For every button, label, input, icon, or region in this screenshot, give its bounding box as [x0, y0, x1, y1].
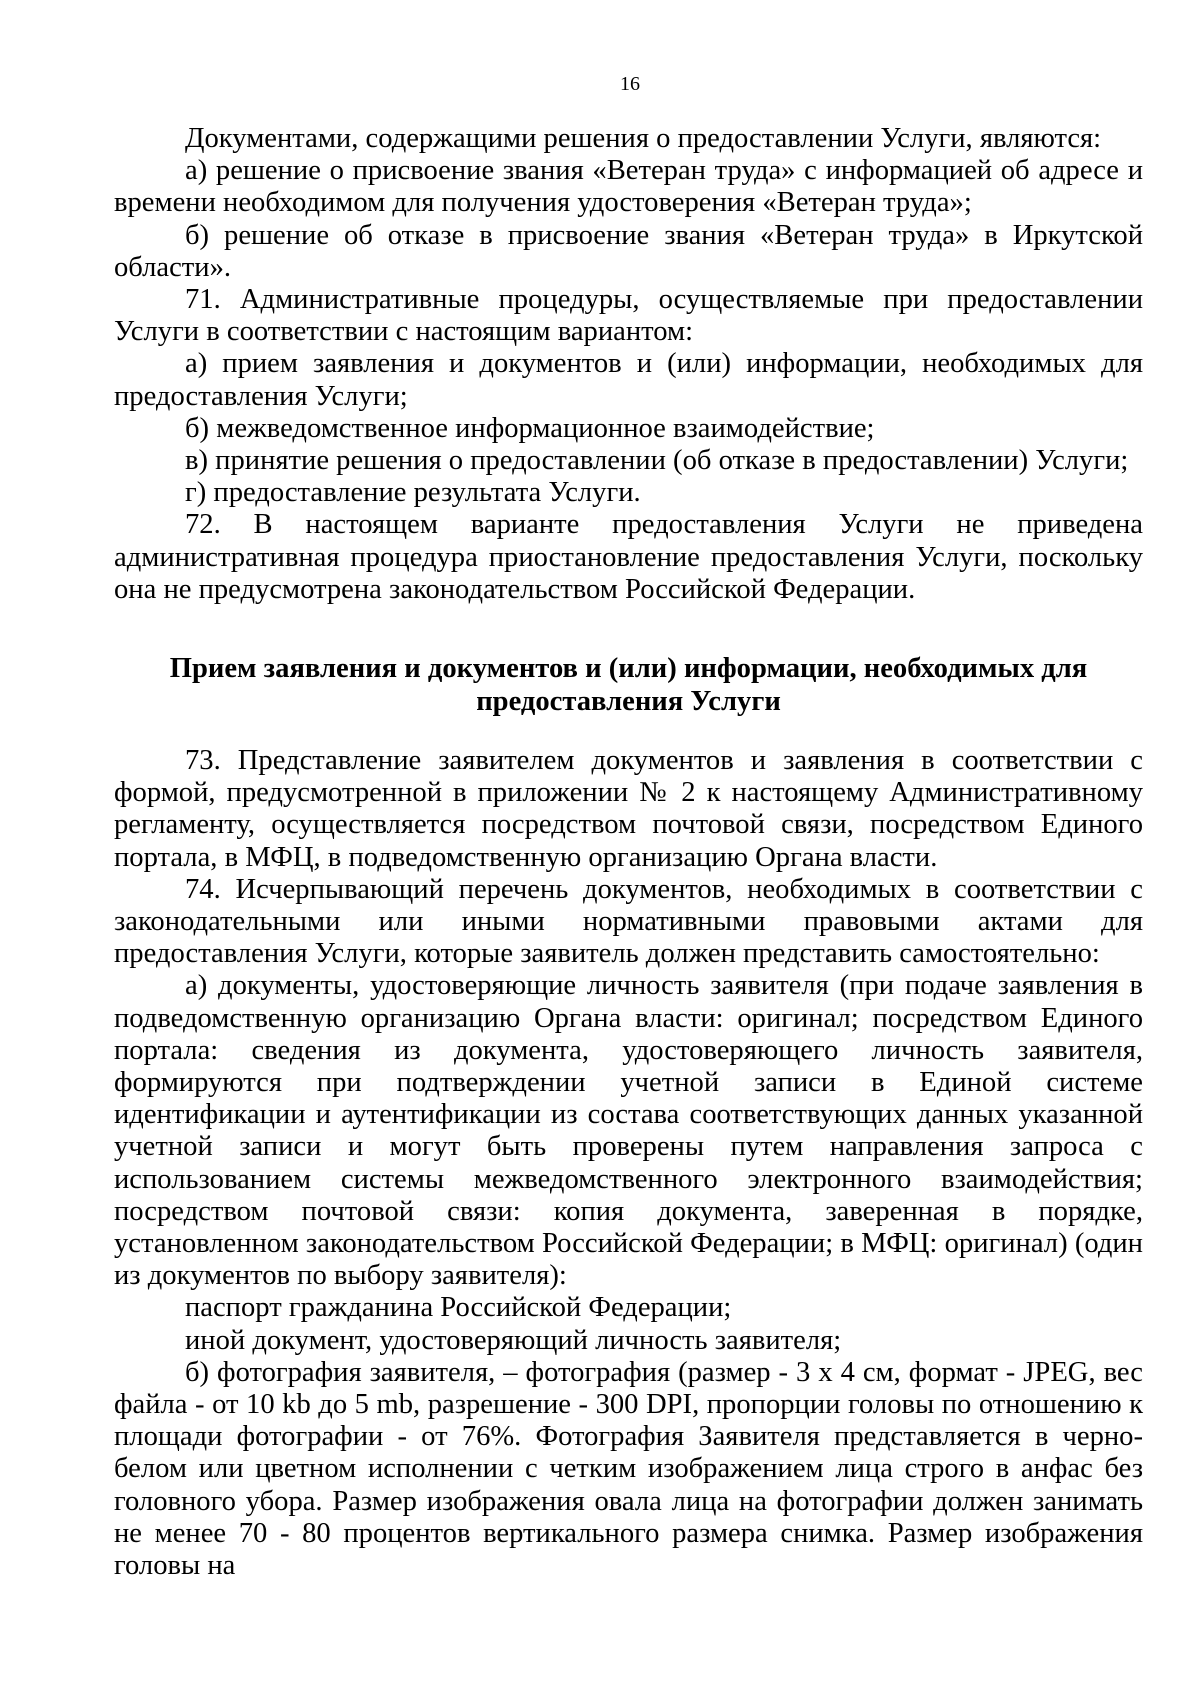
paragraph-72: 72. В настоящем варианте предоставления Услуги не приведена административная процедура приостановление предоставления Услуги, поскольку она не предусмотрена законодательством Российской Федерации.: [114, 509, 1143, 605]
paragraph-71-item-b: б) межведомственное информационное взаимодействие;: [185, 412, 875, 444]
paragraph-item-a-veteran-decision: а) решение о присвоение звания «Ветеран труда» с информацией об адресе и времени необходимом для получения удостоверения «Ветеран труда»;: [114, 155, 1143, 219]
paragraph-other-id: иной документ, удостоверяющий личность заявителя;: [185, 1324, 842, 1356]
paragraph-result-documents-intro: Документами, содержащими решения о предоставлении Услуги, являются:: [185, 123, 1102, 154]
paragraph-73: 73. Представление заявителем документов и заявления в соответствии с формой, предусмотренной в приложении № 2 к настоящему Административному регламенту, осуществляется посредством почтовой связи, посредством Единого портала, в МФЦ, в подведомственную организацию Органа власти.: [114, 745, 1143, 873]
paragraph-71: 71. Административные процедуры, осуществляемые при предоставлении Услуги в соответствии с настоящим вариантом:: [114, 284, 1143, 348]
paragraph-item-b-refusal: б) решение об отказе в присвоение звания «Ветеран труда» в Иркутской области».: [114, 219, 1143, 283]
page-number: 16: [620, 73, 640, 95]
paragraph-passport: паспорт гражданина Российской Федерации;: [185, 1292, 732, 1324]
paragraph-74-item-a: а) документы, удостоверяющие личность заявителя (при подаче заявления в подведомственную организацию Органа власти: оригинал; посредством Единого портала: сведения из документа, удостоверяющего личность заявителя, формируются при подтверждении учетной записи в Единой системе идентификации и аутентификации из состава соответствующих данных указанной учетной записи и могут быть проверены путем направления запроса с использованием системы межведомственного электронного взаимодействия; посредством почтовой связи: копия документа, заверенная в порядке, установленном законодательством Российской Федерации; в МФЦ: оригинал) (один из документов по выбору заявителя):: [114, 970, 1143, 1292]
section-heading: Прием заявления и документов и (или) информации, необходимых для предоставления Услуги: [169, 653, 1088, 717]
paragraph-71-item-g: г) предоставление результата Услуги.: [185, 477, 641, 509]
paragraph-71-item-v: в) принятие решения о предоставлении (об отказе в предоставлении) Услуги;: [185, 445, 1129, 477]
paragraph-74: 74. Исчерпывающий перечень документов, необходимых в соответствии с законодательными или иными нормативными правовыми актами для предоставления Услуги, которые заявитель должен представить самостоятельно:: [114, 873, 1143, 970]
text-block-bottom: [114, 745, 1143, 1582]
paragraph-71-item-a: а) прием заявления и документов и (или) информации, необходимых для предоставления Услуги;: [114, 348, 1143, 412]
text-block-top: [114, 123, 1143, 606]
paragraph-74-item-b-photo: б) фотография заявителя, – фотография (размер - 3 x 4 см, формат - JPEG, вес файла - от 10 kb до 5 mb, разрешение - 300 DPI, пропорции головы по отношению к площади фотографии - от 76%. Фотография Заявителя представляется в черно-белом или цветном исполнении с четким изображением лица строго в анфас без головного убора. Размер изображения овала лица на фотографии должен занимать не менее 70 - 80 процентов вертикального размера снимка. Размер изображения головы на: [114, 1356, 1143, 1582]
